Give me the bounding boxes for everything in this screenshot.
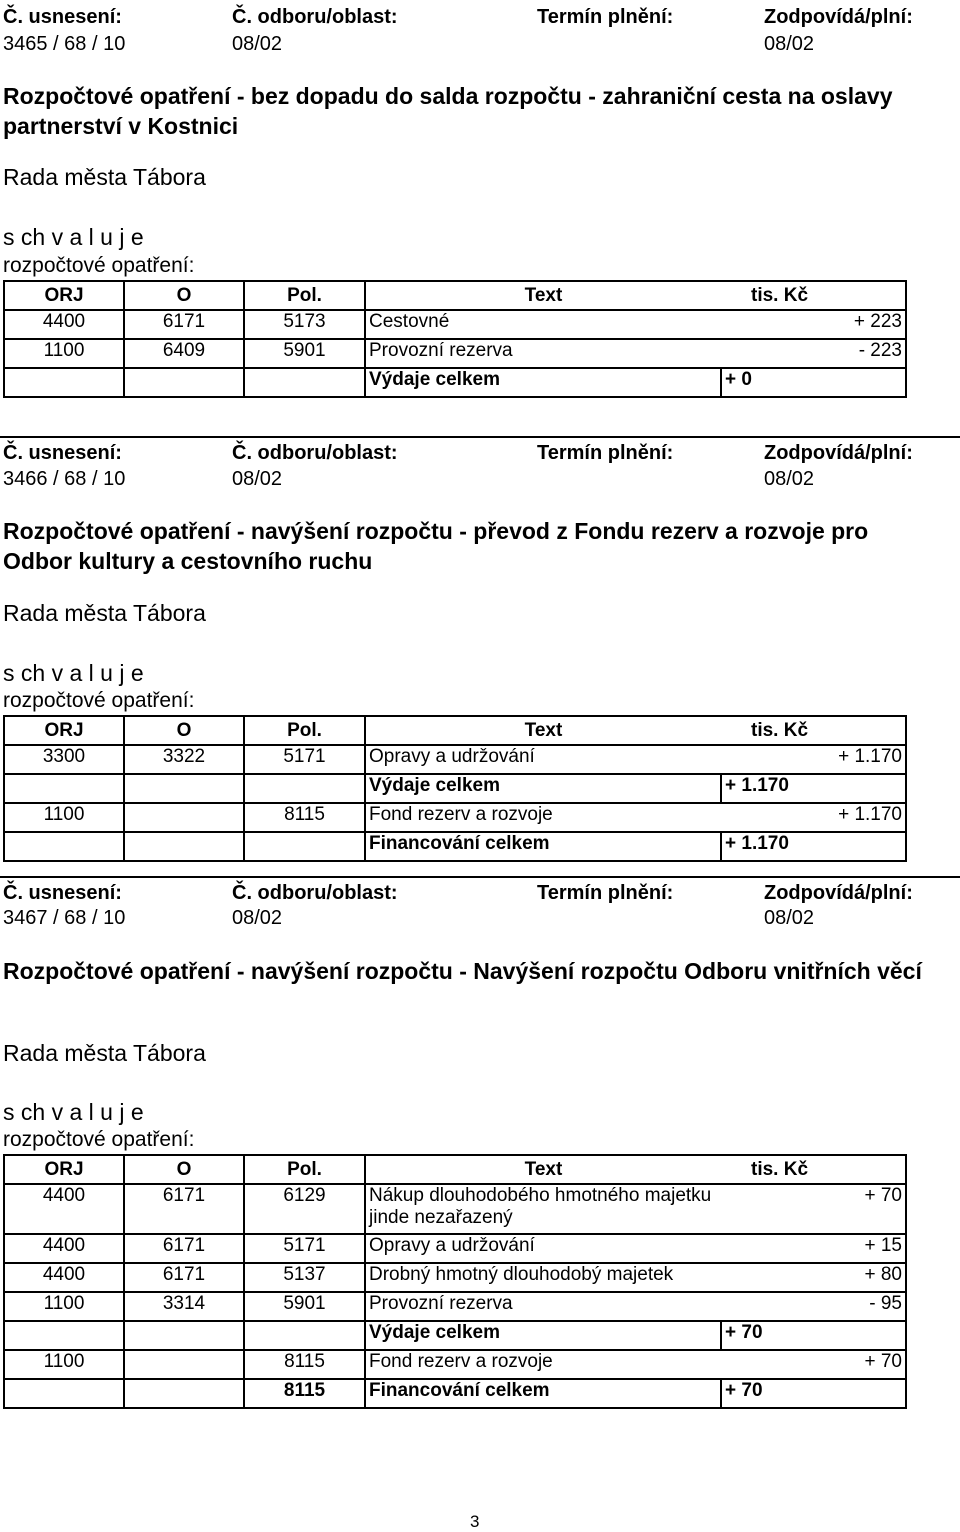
cell-text: Fond rezerv a rozvoje [365, 1350, 721, 1379]
table-row [4, 1184, 906, 1234]
cell-text: Fond rezerv a rozvoje [365, 803, 721, 832]
cell-orj: 4400 [4, 1234, 124, 1263]
cell-text: Cestovné [365, 310, 721, 339]
cell-amount: - 223 [721, 339, 906, 368]
cell-total-amount: + 70 [721, 1321, 906, 1350]
cell-text: Provozní rezerva [365, 339, 721, 368]
resolution-title: Rozpočtové opatření - navýšení rozpočtu - Navýšení rozpočtu Odboru vnitřních věcí [3, 958, 922, 984]
cell-orj: 4400 [4, 1184, 124, 1234]
table-row-total [4, 1321, 906, 1350]
approval-verb: s ch v a l u j e [3, 1099, 144, 1125]
cell-total-label: Výdaje celkem [365, 774, 721, 803]
budget-table [3, 280, 907, 398]
cell-total-amount: + 0 [721, 368, 906, 397]
cell-total-label: Výdaje celkem [365, 1321, 721, 1350]
cell-text: Drobný hmotný dlouhodobý majetek [365, 1263, 721, 1292]
table-row-total [4, 832, 906, 861]
cell-total-label: Výdaje celkem [365, 368, 721, 397]
resolution-number: 3466 / 68 / 10 [3, 468, 126, 490]
responsible-value: 08/02 [764, 33, 815, 55]
council-name: Rada města Tábora [3, 600, 206, 626]
cell-orj: 4400 [4, 1263, 124, 1292]
department-value: 08/02 [232, 468, 283, 490]
col-header-o: O [124, 716, 244, 745]
cell-o: 6171 [124, 1234, 244, 1263]
col-header-pol: Pol. [244, 281, 365, 310]
measure-intro: rozpočtové opatření: [3, 1128, 195, 1151]
col-header-orj: ORJ [4, 281, 124, 310]
label-department: Č. odboru/oblast: [232, 882, 398, 904]
cell-text: Provozní rezerva [365, 1292, 721, 1321]
cell-total-label: Financování celkem [365, 1379, 721, 1408]
col-header-text: Text [365, 281, 721, 310]
resolution-number: 3467 / 68 / 10 [3, 907, 126, 929]
table-row [4, 1234, 906, 1263]
cell-amount: + 1.170 [721, 745, 906, 774]
cell-orj: 1100 [4, 339, 124, 368]
cell-amount: + 223 [721, 310, 906, 339]
cell-o: 3314 [124, 1292, 244, 1321]
cell-amount: + 80 [721, 1263, 906, 1292]
table-row [4, 339, 906, 368]
col-header-orj: ORJ [4, 716, 124, 745]
label-deadline: Termín plnění: [537, 6, 674, 28]
label-department: Č. odboru/oblast: [232, 6, 398, 28]
responsible-value: 08/02 [764, 907, 815, 929]
cell-total-amount: + 70 [721, 1379, 906, 1408]
col-header-orj: ORJ [4, 1155, 124, 1184]
cell-o: 3322 [124, 745, 244, 774]
cell-o: 6171 [124, 310, 244, 339]
approval-verb: s ch v a l u j e [3, 224, 144, 250]
cell-orj: 1100 [4, 1292, 124, 1321]
cell-pol: 6129 [244, 1184, 365, 1234]
table-row-total [4, 1379, 906, 1408]
cell-pol: 8115 [244, 803, 365, 832]
table-row-total [4, 774, 906, 803]
page-number: 3 [470, 1512, 480, 1531]
label-resolution-number: Č. usnesení: [3, 882, 122, 904]
cell-pol: 5173 [244, 310, 365, 339]
label-resolution-number: Č. usnesení: [3, 442, 122, 464]
table-row [4, 745, 906, 774]
label-responsible: Zodpovídá/plní: [764, 442, 913, 464]
label-responsible: Zodpovídá/plní: [764, 6, 913, 28]
cell-orj: 1100 [4, 803, 124, 832]
cell-orj: 1100 [4, 1350, 124, 1379]
table-row [4, 1292, 906, 1321]
cell-amount: + 70 [721, 1184, 906, 1234]
table-row [4, 1263, 906, 1292]
label-deadline: Termín plnění: [537, 882, 674, 904]
cell-pol: 5901 [244, 339, 365, 368]
col-header-amount: tis. Kč [721, 281, 906, 310]
cell-text: Nákup dlouhodobého hmotného majetku jinde nezařazený [365, 1184, 721, 1234]
cell-o [124, 803, 244, 832]
cell-total-label: Financování celkem [365, 832, 721, 861]
label-department: Č. odboru/oblast: [232, 442, 398, 464]
table-row [4, 1350, 906, 1379]
cell-pol: 5171 [244, 1234, 365, 1263]
col-header-o: O [124, 281, 244, 310]
col-header-pol: Pol. [244, 1155, 365, 1184]
col-header-text: Text [365, 716, 721, 745]
department-value: 08/02 [232, 907, 283, 929]
cell-o [124, 1350, 244, 1379]
col-header-amount: tis. Kč [721, 1155, 906, 1184]
measure-intro: rozpočtové opatření: [3, 689, 195, 712]
cell-orj: 4400 [4, 310, 124, 339]
budget-table [3, 1154, 907, 1409]
col-header-pol: Pol. [244, 716, 365, 745]
resolution-title: Rozpočtové opatření - bez dopadu do salda rozpočtu - zahraniční cesta na oslavy partnerství v Kostnici [3, 83, 893, 139]
cell-o: 6171 [124, 1263, 244, 1292]
table-row [4, 803, 906, 832]
resolution-title: Rozpočtové opatření - navýšení rozpočtu - převod z Fondu rezerv a rozvoje pro Odbor kultury a cestovního ruchu [3, 518, 869, 574]
department-value: 08/02 [232, 33, 283, 55]
label-resolution-number: Č. usnesení: [3, 6, 122, 28]
measure-intro: rozpočtové opatření: [3, 254, 195, 277]
council-name: Rada města Tábora [3, 1040, 206, 1066]
col-header-amount: tis. Kč [721, 716, 906, 745]
label-responsible: Zodpovídá/plní: [764, 882, 913, 904]
cell-amount: - 95 [721, 1292, 906, 1321]
cell-pol: 5171 [244, 745, 365, 774]
cell-total-amount: + 1.170 [721, 774, 906, 803]
table-row-total [4, 368, 906, 397]
approval-verb: s ch v a l u j e [3, 660, 144, 686]
cell-pol: 5137 [244, 1263, 365, 1292]
cell-amount: + 15 [721, 1234, 906, 1263]
council-name: Rada města Tábora [3, 164, 206, 190]
resolution-number: 3465 / 68 / 10 [3, 33, 126, 55]
section-divider [0, 436, 960, 438]
cell-pol: 8115 [244, 1350, 365, 1379]
cell-text: Opravy a udržování [365, 745, 721, 774]
cell-pol: 8115 [244, 1379, 365, 1408]
label-deadline: Termín plnění: [537, 442, 674, 464]
cell-amount: + 1.170 [721, 803, 906, 832]
col-header-text: Text [365, 1155, 721, 1184]
budget-table [3, 715, 907, 862]
col-header-o: O [124, 1155, 244, 1184]
cell-total-amount: + 1.170 [721, 832, 906, 861]
cell-text: Opravy a udržování [365, 1234, 721, 1263]
cell-orj: 3300 [4, 745, 124, 774]
cell-o: 6171 [124, 1184, 244, 1234]
cell-amount: + 70 [721, 1350, 906, 1379]
section-divider [0, 876, 960, 878]
table-row [4, 310, 906, 339]
cell-pol: 5901 [244, 1292, 365, 1321]
responsible-value: 08/02 [764, 468, 815, 490]
cell-o: 6409 [124, 339, 244, 368]
